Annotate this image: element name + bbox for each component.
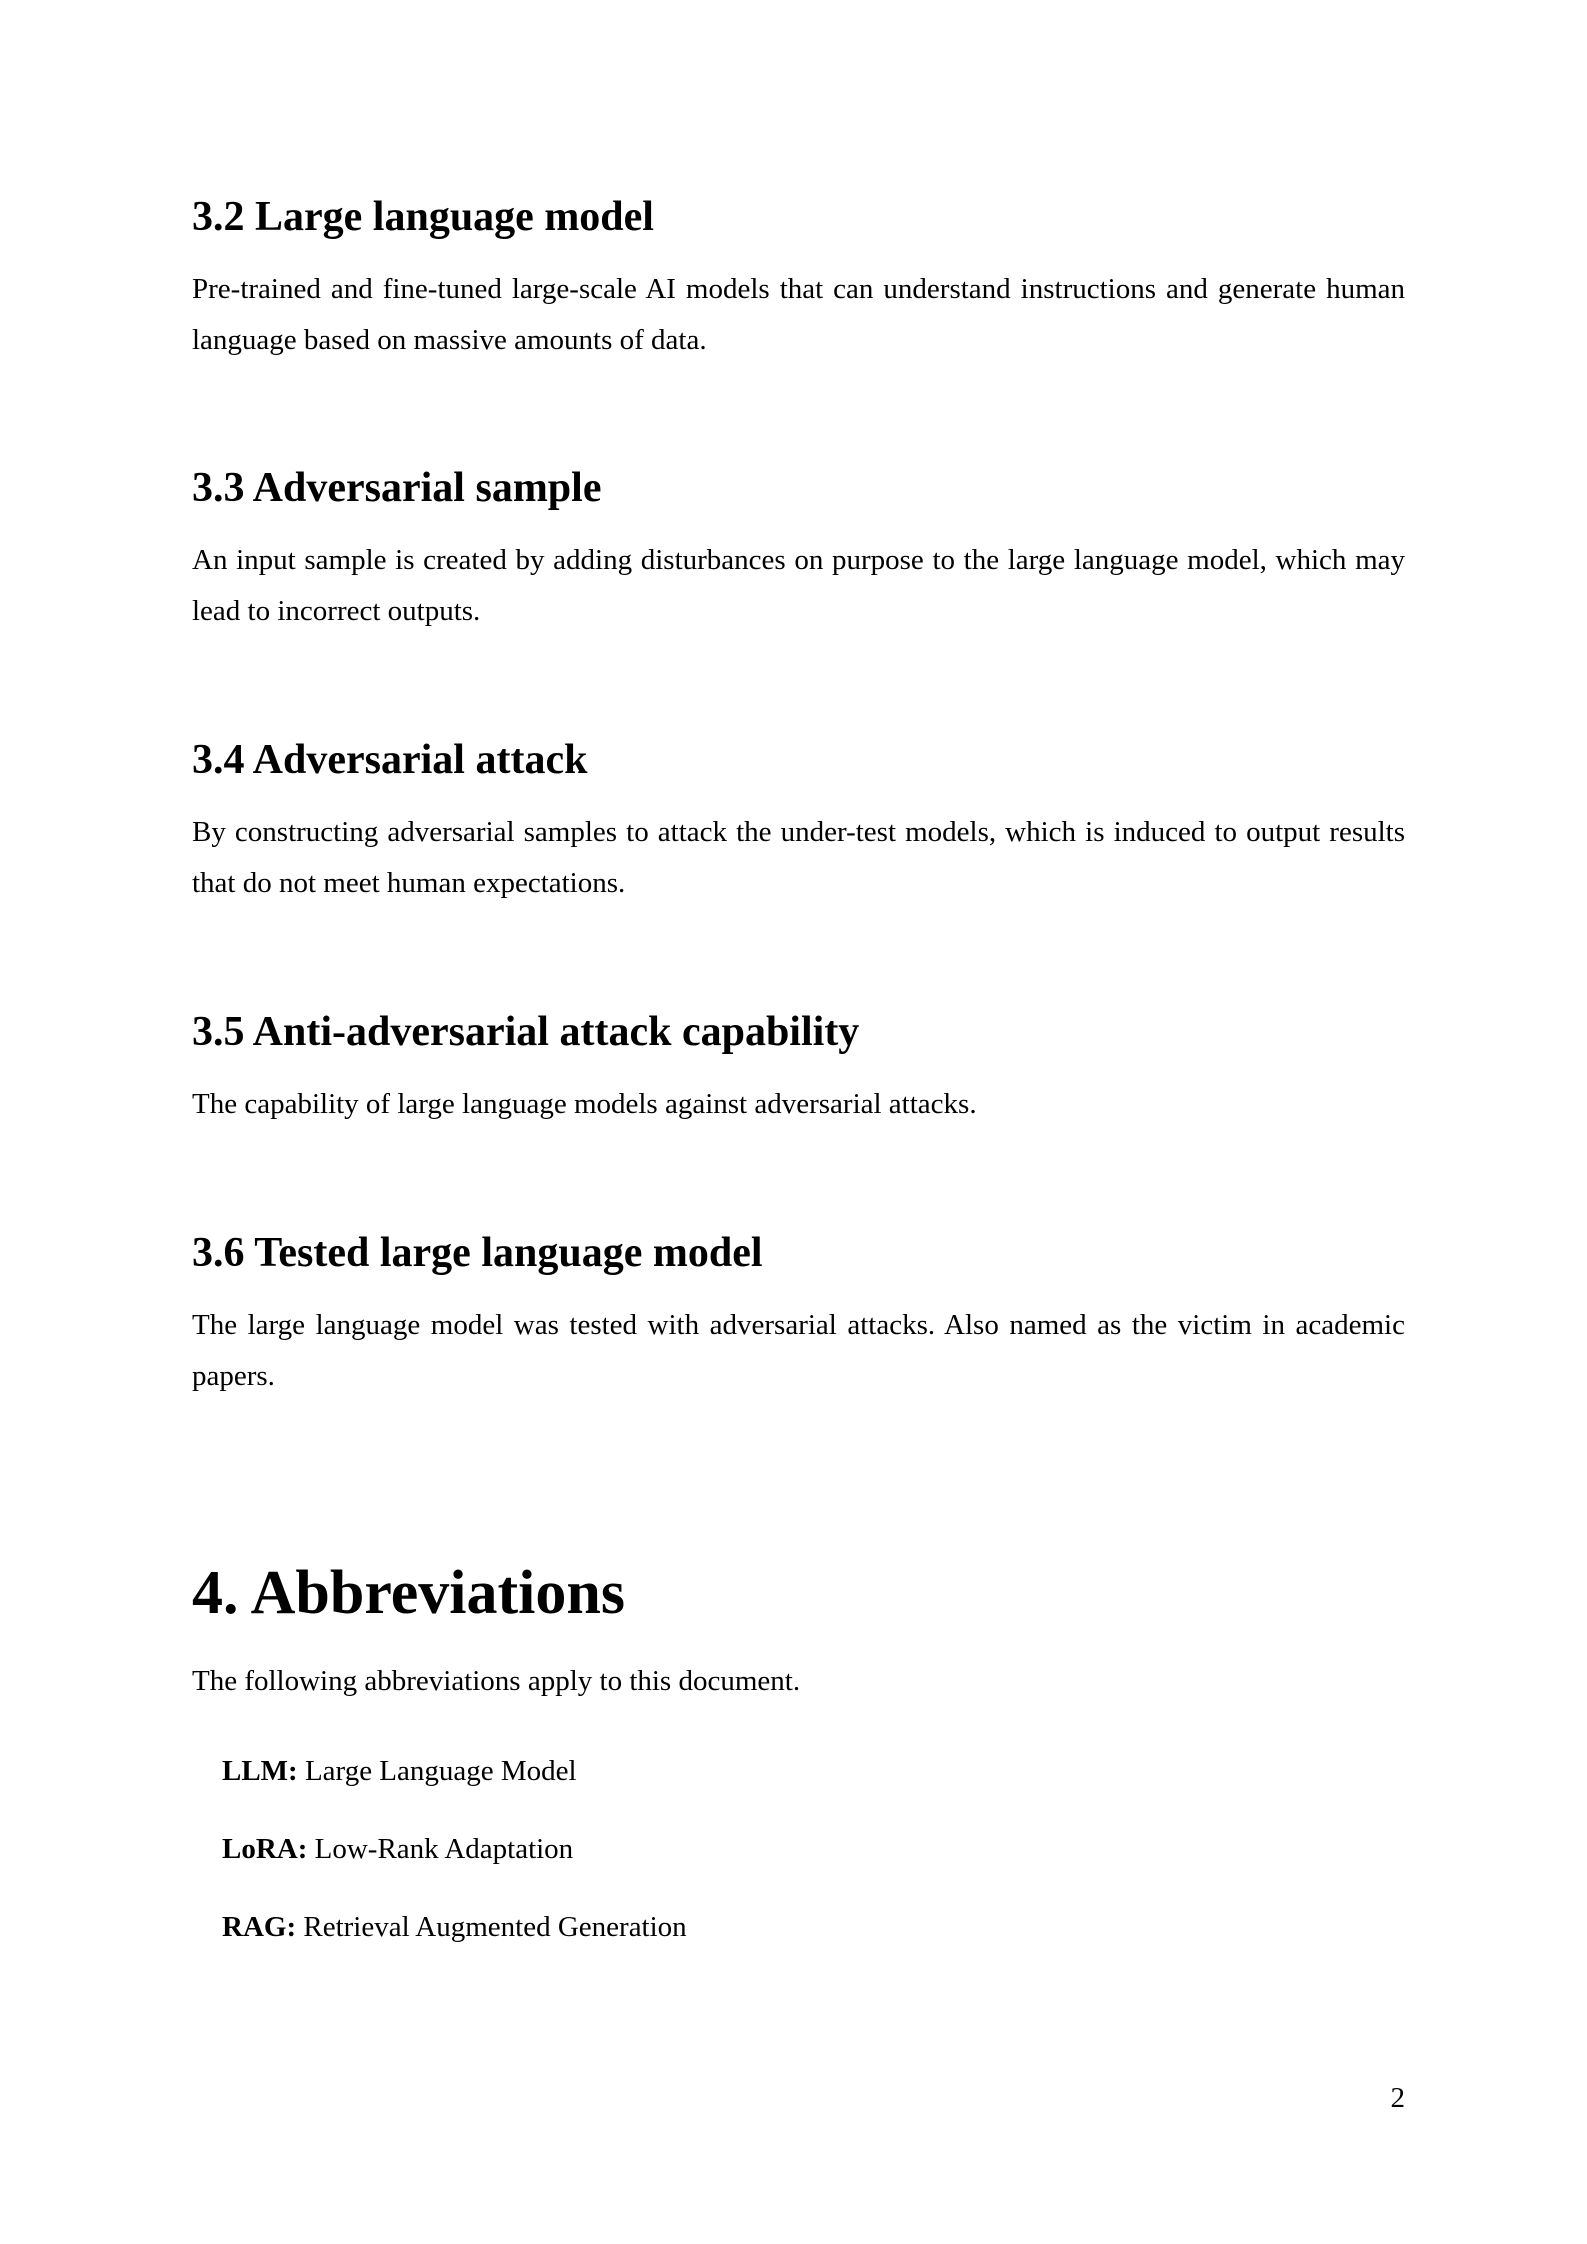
page-number: 2 — [1390, 2082, 1405, 2114]
abbreviations-intro: The following abbreviations apply to this document. — [192, 1665, 801, 1698]
abbreviations-heading: 4. Abbreviations — [192, 1559, 625, 1627]
section-heading: 3.3 Adversarial sample — [192, 465, 602, 511]
abbreviation-item — [222, 1831, 573, 1869]
section-3-3 — [192, 463, 1405, 637]
abbreviation-definition: Low-Rank Adaptation — [307, 1833, 574, 1865]
section-heading: 3.4 Adversarial attack — [192, 737, 588, 783]
section-heading: 3.5 Anti-adversarial attack capability — [192, 1009, 860, 1055]
section-body: The large language model was tested with adversarial attacks. Also named as the victim in academic papers. — [192, 1309, 1405, 1393]
section-3-2 — [192, 192, 1405, 366]
abbreviation-term: RAG: — [222, 1911, 297, 1943]
section-3-6 — [192, 1228, 1405, 1402]
section-body: An input sample is created by adding disturbances on purpose to the large language model, which may lead to incorrect outputs. — [192, 544, 1405, 628]
abbreviation-term: LLM: — [222, 1755, 298, 1787]
section-3-4 — [192, 735, 1405, 909]
abbreviation-item — [222, 1753, 577, 1791]
abbreviation-item — [222, 1909, 687, 1947]
abbreviations-section — [192, 1556, 1405, 1707]
section-body: Pre-trained and fine-tuned large-scale AI models that can understand instructions and generate human language based on massive amounts of data. — [192, 273, 1405, 357]
section-3-5 — [192, 1007, 1405, 1130]
abbreviation-term: LoRA: — [222, 1833, 308, 1865]
abbreviation-definition: Retrieval Augmented Generation — [296, 1911, 687, 1943]
section-body: By constructing adversarial samples to attack the under-test models, which is induced to output results that do not meet human expectations. — [192, 816, 1405, 900]
section-heading: 3.6 Tested large language model — [192, 1230, 763, 1276]
section-body: The capability of large language models against adversarial attacks. — [192, 1088, 977, 1121]
section-heading: 3.2 Large language model — [192, 194, 654, 240]
abbreviation-definition: Large Language Model — [297, 1755, 577, 1787]
